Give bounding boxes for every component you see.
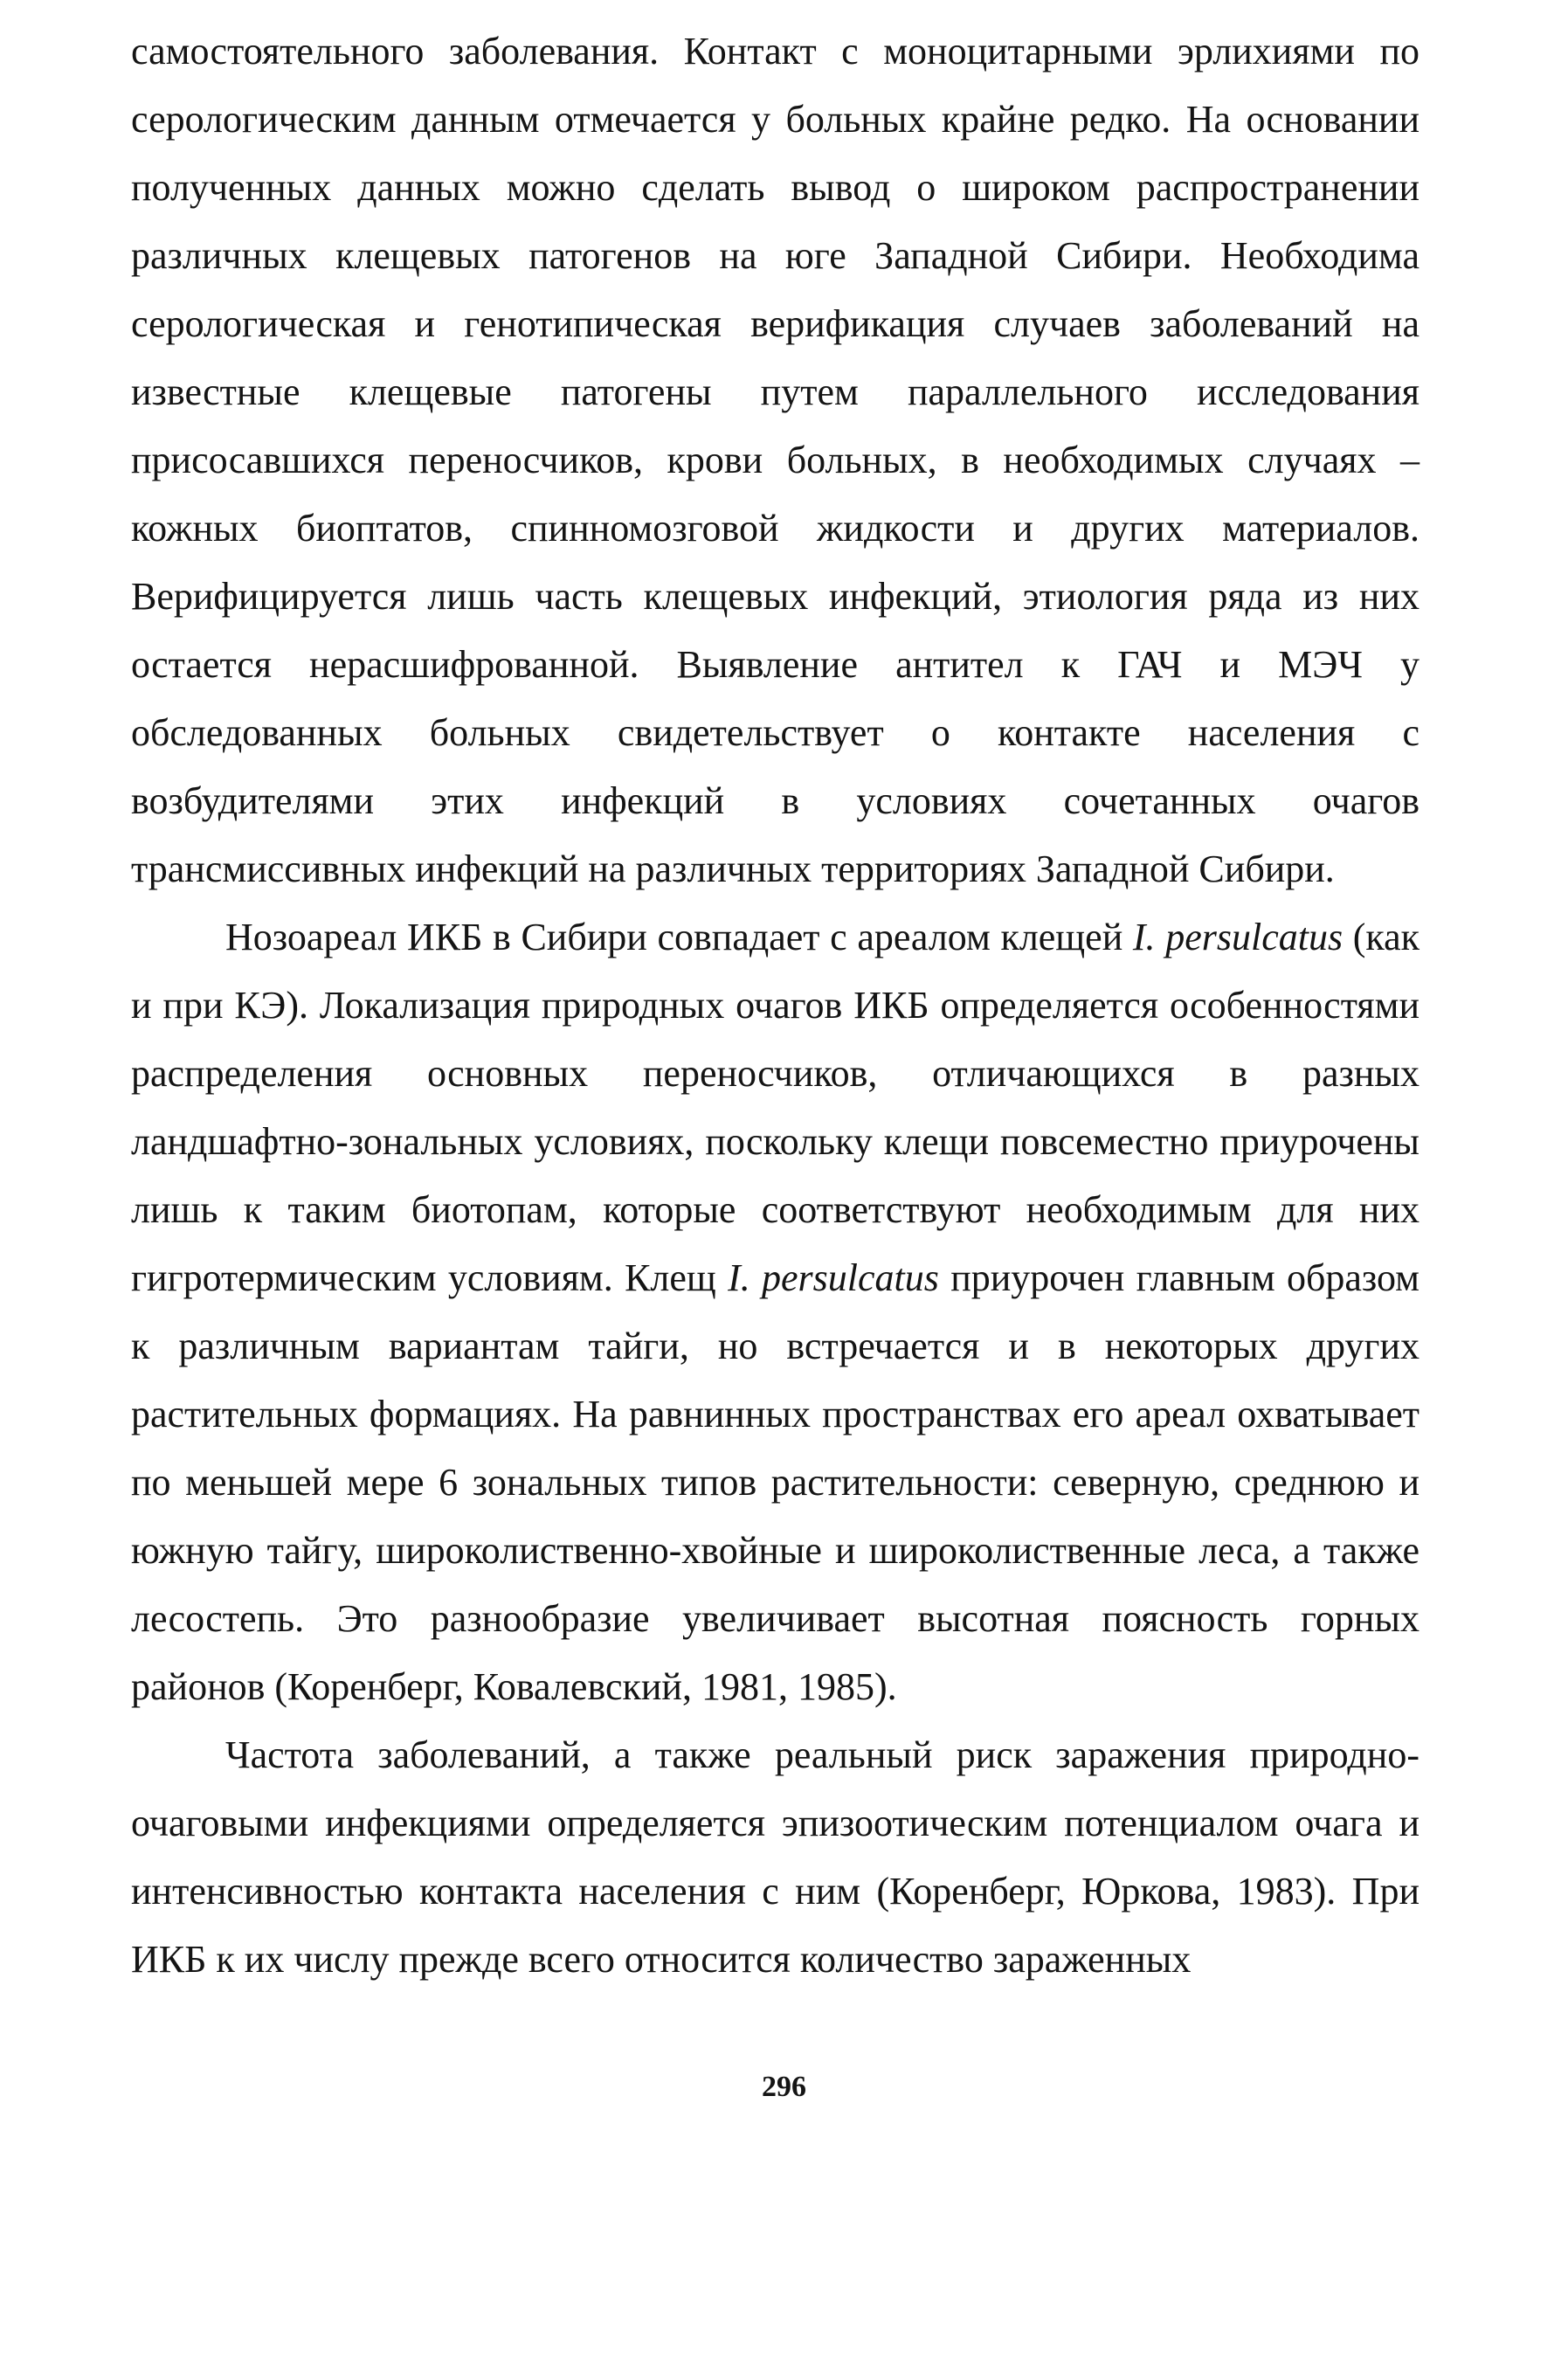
page-number: 296 bbox=[762, 2071, 806, 2103]
paragraph-1-text: самостоятельного заболевания. Контакт с моноцитарными эрлихиями по серологическим данным отмечается у больных крайне редко. На основании полученных данных можно сделать вывод о широком распространении различных клещевых патогенов на юге Западной Сибири. Необходима серологическая и генотипическая верификация случаев заболеваний на известные клещевые патогены путем параллельного исследования присосавшихся переносчиков, крови больных, в необходимых случаях – кожных биоптатов, спинномозговой жидкости и других материалов. Верифицируется лишь часть клещевых инфекций, этиология ряда из них остается нерасшифрованной. Выявление антител к ГАЧ и МЭЧ у обследованных больных свидетельствует о контакте населения с возбудителями этих инфекций в условиях сочетанных очагов трансмиссивных инфекций на различных территориях Западной Сибири. bbox=[131, 30, 1419, 890]
species-name-italic: I. persulcatus bbox=[728, 1256, 939, 1299]
paragraph-1 bbox=[131, 17, 1419, 903]
paragraph-2-text-a: Нозоареал ИКБ в Сибири совпадает с ареалом клещей bbox=[225, 916, 1133, 958]
paragraph-2-text-c: приурочен главным образом к различным вариантам тайги, но встречается и в некоторых других растительных формациях. На равнинных пространствах его ареал охватывает по меньшей мере 6 зональных типов растительности: северную, среднюю и южную тайгу, широколиственно-хвойные и широколиственные леса, а также лесостепь. Это разнообразие увеличивает высотная поясность горных районов (Коренберг, Ковалевский, 1981, 1985). bbox=[131, 1256, 1420, 1708]
paragraph-3-text: Частота заболеваний, а также реальный риск заражения природно-очаговыми инфекциями определяется эпизоотическим потенциалом очага и интенсивностью контакта населения с ним (Коренберг, Юркова, 1983). При ИКБ к их числу прежде всего относится количество зараженных bbox=[131, 1733, 1419, 1981]
paragraph-2-text-b: (как и при КЭ). Локализация природных очагов ИКБ определяется особенностями распределения основных переносчиков, отличающихся в разных ландшафтно-зональных условиях, поскольку клещи повсеместно приурочены лишь к таким биотопам, которые соответствуют необходимым для них гигротермическим условиям. Клещ bbox=[131, 916, 1419, 1299]
body-text bbox=[131, 17, 1419, 1994]
species-name-italic: I. persulcatus bbox=[1132, 916, 1344, 958]
paragraph-2 bbox=[131, 903, 1419, 1721]
paragraph-3 bbox=[131, 1721, 1419, 1994]
